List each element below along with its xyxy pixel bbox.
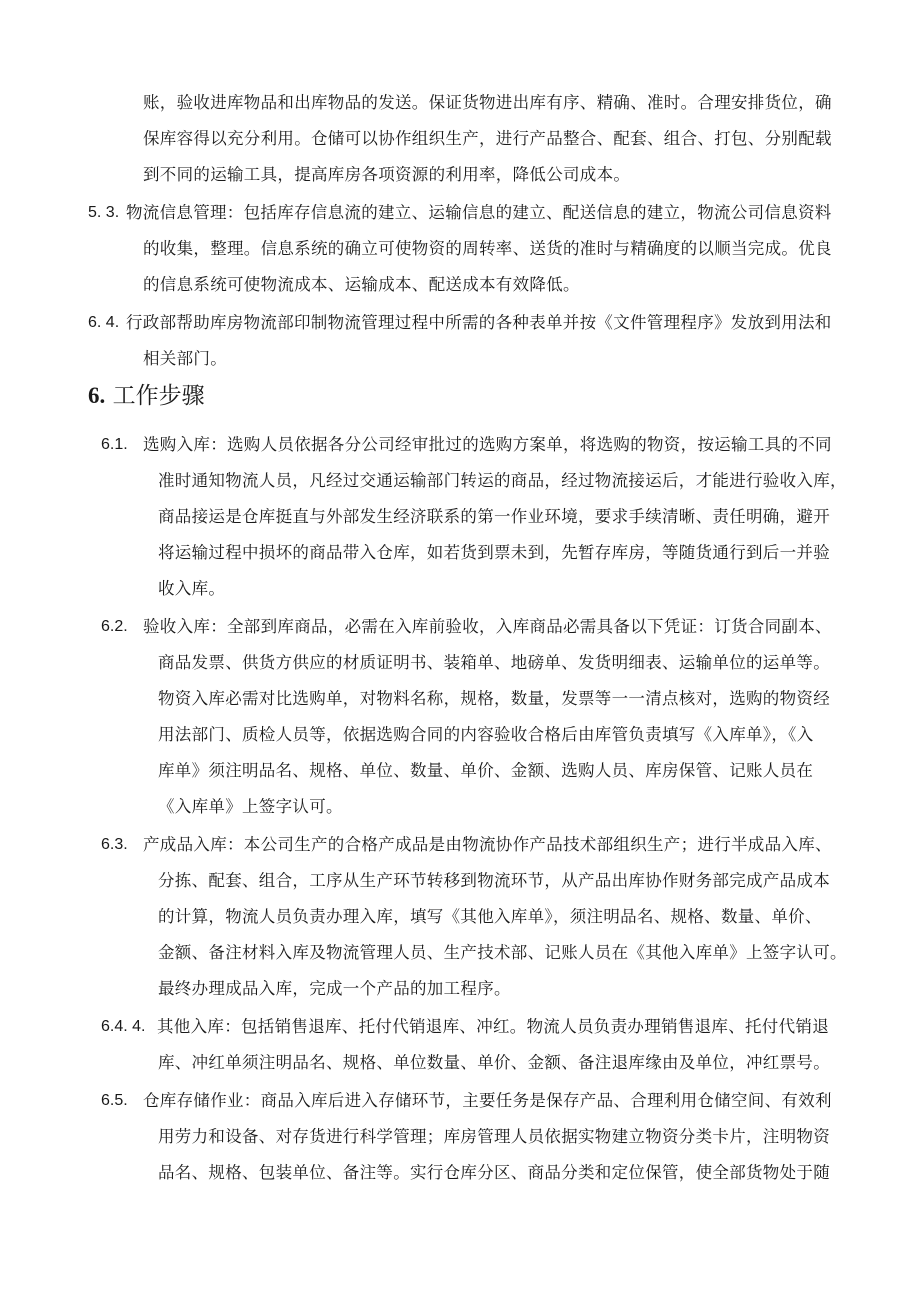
paragraph-line: 保库容得以充分利用。仓储可以协作组织生产，进行产品整合、配套、组合、打包、分别配载 <box>143 129 832 148</box>
list-item-line: 产成品入库：本公司生产的合格产成品是由物流协作产品技术部组织生产；进行半成品入库、 <box>143 835 832 854</box>
list-item-number: 6.3. <box>101 836 128 853</box>
list-item-number: 6.5. <box>101 1092 128 1109</box>
list-item-line: 相关部门。 <box>143 349 227 368</box>
list-item-line: 其他入库：包括销售退库、托付代销退库、冲红。物流人员负责办理销售退库、托付代销退 <box>157 1017 829 1036</box>
list-item-line: 库单》须注明品名、规格、单位、数量、单价、金额、选购人员、库房保管、记账人员在 <box>158 761 814 780</box>
paragraph-line: 账，验收进库物品和出库物品的发送。保证货物进出库有序、精确、准时。合理安排货位，确 <box>143 93 832 112</box>
list-item-line: 商品发票、供货方供应的材质证明书、装箱单、地磅单、发货明细表、运输单位的运单等。 <box>158 653 830 672</box>
list-item-line: 最终办理成品入库，完成一个产品的加工程序。 <box>158 979 511 998</box>
list-item-line: 库、冲红单须注明品名、规格、单位数量、单价、金额、备注退库缘由及单位，冲红票号。 <box>158 1053 830 1072</box>
section-heading <box>88 381 205 411</box>
list-item-line: 物资入库必需对比选购单，对物料名称，规格，数量，发票等一一清点核对，选购的物资经 <box>158 689 830 708</box>
list-item-line: 分拣、配套、组合，工序从生产环节转移到物流环节，从产品出库协作财务部完成产品成本 <box>158 871 830 890</box>
list-item-line: 的信息系统可使物流成本、运输成本、配送成本有效降低。 <box>143 275 580 294</box>
list-item-line: 品名、规格、包装单位、备注等。实行仓库分区、商品分类和定位保管，使全部货物处于随 <box>158 1163 830 1182</box>
list-item-line: 选购入库：选购人员依据各分公司经审批过的选购方案单，将选购的物资，按运输工具的不同 <box>143 435 832 454</box>
list-item-line: 的收集，整理。信息系统的确立可使物资的周转率、送货的准时与精确度的以顺当完成。优良 <box>143 239 832 258</box>
section-number: 6. <box>88 383 106 408</box>
list-item-line: 仓库存储作业：商品入库后进入存储环节，主要任务是保存产品、合理利用仓储空间、有效利 <box>143 1091 832 1110</box>
list-item-line: 的计算，物流人员负责办理入库，填写《其他入库单》，须注明品名、规格、数量、单价、 <box>158 907 822 926</box>
list-item-line: 商品接运是仓库挺直与外部发生经济联系的第一作业环境，要求手续清晰、责任明确，避开 <box>158 507 830 526</box>
list-item-line: 物流信息管理：包括库存信息流的建立、运输信息的建立、配送信息的建立，物流公司信息资料 <box>126 203 832 222</box>
list-item-number: 6.2. <box>101 618 128 635</box>
list-item-line: 用劳力和设备、对存货进行科学管理；库房管理人员依据实物建立物资分类卡片，注明物资 <box>158 1127 830 1146</box>
list-item-line: 金额、备注材料入库及物流管理人员、生产技术部、记账人员在《其他入库单》上签字认可。 <box>158 943 847 962</box>
list-item-number: 6. 4. <box>88 314 120 331</box>
list-item-line: 验收入库：全部到库商品，必需在入库前验收，入库商品必需具备以下凭证：订货合同副本、 <box>143 617 832 636</box>
list-item-line: 将运输过程中损坏的商品带入仓库，如若货到票未到，先暂存库房，等随货通行到后一并验 <box>158 543 830 562</box>
list-item-line: 《入库单》上签字认可。 <box>158 797 343 816</box>
list-item-line: 准时通知物流人员，凡经过交通运输部门转运的商品，经过物流接运后，才能进行验收入库， <box>158 471 847 490</box>
list-item-number: 6.4. 4. <box>101 1018 146 1035</box>
list-item-line: 用法部门、质检人员等，依据选购合同的内容验收合格后由库管负责填写《入库单》，《入 <box>158 725 814 744</box>
list-item-number: 5. 3. <box>88 204 120 221</box>
list-item-line: 行政部帮助库房物流部印制物流管理过程中所需的各种表单并按《文件管理程序》发放到用法和 <box>126 313 832 332</box>
section-title: 工作步骤 <box>112 383 205 409</box>
list-item-line: 收入库。 <box>158 579 226 598</box>
paragraph-line: 到不同的运输工具，提高库房各项资源的利用率，降低公司成本。 <box>143 165 631 184</box>
list-item-number: 6.1. <box>101 436 128 453</box>
